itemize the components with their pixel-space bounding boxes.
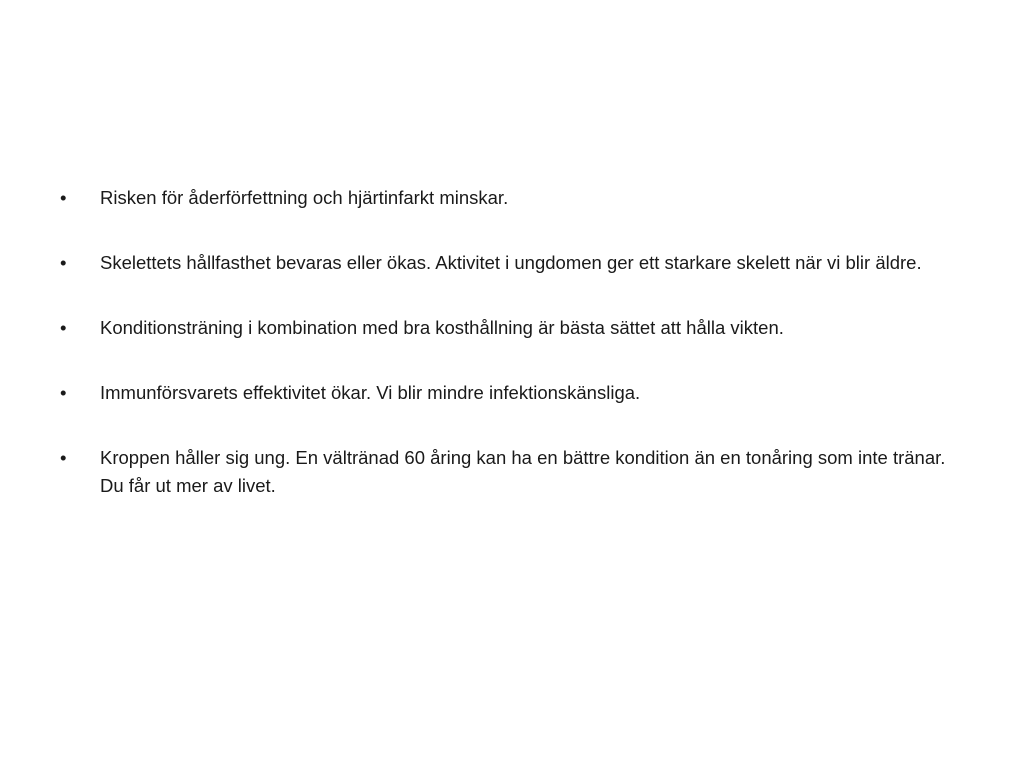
bullet-text-3: Konditionsträning i kombination med bra kosthållning är bästa sättet att hålla vikten. (100, 317, 784, 338)
bullet-text-4: Immunförsvarets effektivitet ökar. Vi blir mindre infektionskänsliga. (100, 382, 641, 403)
bullet-text-5: Kroppen håller sig ung. En vältränad 60 åring kan ha en bättre kondition än en tonåring som inte tränar. Du får ut mer av livet. (100, 447, 946, 496)
bullet-list (60, 184, 960, 537)
bullet-text-1: Risken för åderförfettning och hjärtinfarkt minskar. (100, 187, 509, 208)
bullet-item-2 (60, 249, 960, 277)
bullet-marker: • (60, 252, 67, 273)
bullet-item-5 (60, 444, 960, 500)
bullet-item-3 (60, 314, 960, 342)
bullet-marker: • (60, 447, 67, 468)
bullet-text-2: Skelettets hållfasthet bevaras eller ökas. Aktivitet i ungdomen ger ett starkare skelett när vi blir äldre. (100, 252, 922, 273)
bullet-item-4 (60, 379, 960, 407)
bullet-item-1 (60, 184, 960, 212)
bullet-marker: • (60, 382, 67, 403)
bullet-marker: • (60, 187, 67, 208)
bullet-marker: • (60, 317, 67, 338)
